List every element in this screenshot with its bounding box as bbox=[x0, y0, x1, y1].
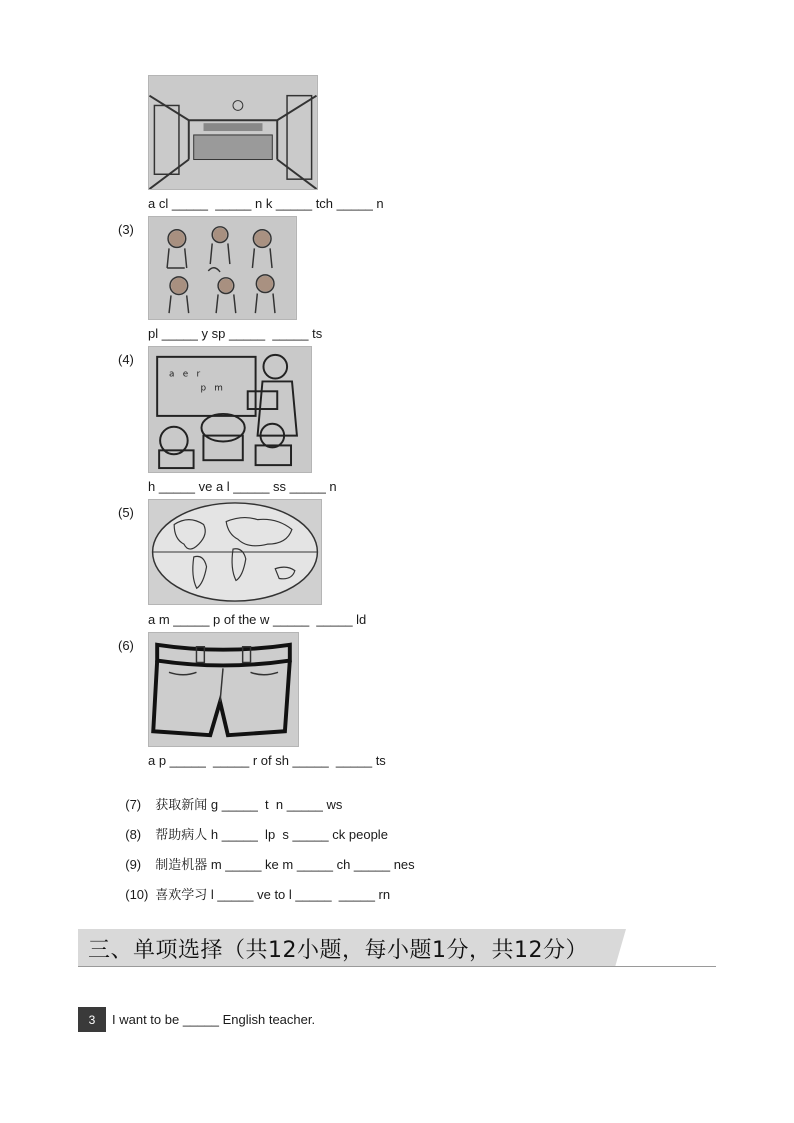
shorts-picture bbox=[148, 632, 299, 747]
item-7 bbox=[118, 779, 342, 813]
item-9 bbox=[118, 839, 415, 873]
world-map-picture bbox=[148, 499, 322, 605]
item-10-number: (10) bbox=[125, 887, 149, 902]
item-6-blank-text: a p _____ _____ r of sh _____ _____ ts bbox=[148, 753, 386, 768]
item-6-number: (6) bbox=[118, 638, 134, 653]
item-9-number: (9) bbox=[125, 857, 142, 872]
item-10 bbox=[118, 869, 390, 903]
item-8 bbox=[118, 809, 388, 843]
item-5-blank-text: a m _____ p of the w _____ _____ ld bbox=[148, 612, 367, 627]
item-3-number: (3) bbox=[118, 222, 134, 237]
item-3-blank-text: pl _____ y sp _____ _____ ts bbox=[148, 326, 323, 341]
item-7-text: 获取新闻 g _____ t n _____ ws bbox=[155, 797, 343, 812]
item-9-text: 制造机器 m _____ ke m _____ ch _____ nes bbox=[155, 857, 415, 872]
item-5-number: (5) bbox=[118, 505, 134, 520]
section-divider bbox=[78, 966, 716, 967]
item-2-blank-text: a cl _____ _____ n k _____ tch _____ n bbox=[148, 196, 384, 211]
question-text: I want to be _____ English teacher. bbox=[112, 1012, 316, 1027]
classroom-picture bbox=[148, 346, 312, 473]
svg-text:p: p bbox=[200, 383, 207, 394]
item-7-number: (7) bbox=[125, 797, 142, 812]
svg-text:m: m bbox=[214, 383, 223, 394]
svg-text:a: a bbox=[168, 369, 175, 380]
svg-text:r: r bbox=[196, 369, 201, 380]
item-4-blank-text: h _____ ve a l _____ ss _____ n bbox=[148, 479, 337, 494]
item-8-text: 帮助病人 h _____ lp s _____ ck people bbox=[155, 827, 388, 842]
section-title: 三、单项选择（共12小题，每小题1分，共12分） bbox=[88, 938, 588, 963]
kitchen-picture bbox=[148, 75, 318, 190]
item-10-text: 喜欢学习 l _____ ve to l _____ _____ rn bbox=[155, 887, 391, 902]
item-4-number: (4) bbox=[118, 352, 134, 367]
question-number-badge: 3 bbox=[78, 1007, 106, 1032]
svg-text:e: e bbox=[182, 369, 189, 380]
item-8-number: (8) bbox=[125, 827, 142, 842]
children-playing-picture bbox=[148, 216, 297, 320]
